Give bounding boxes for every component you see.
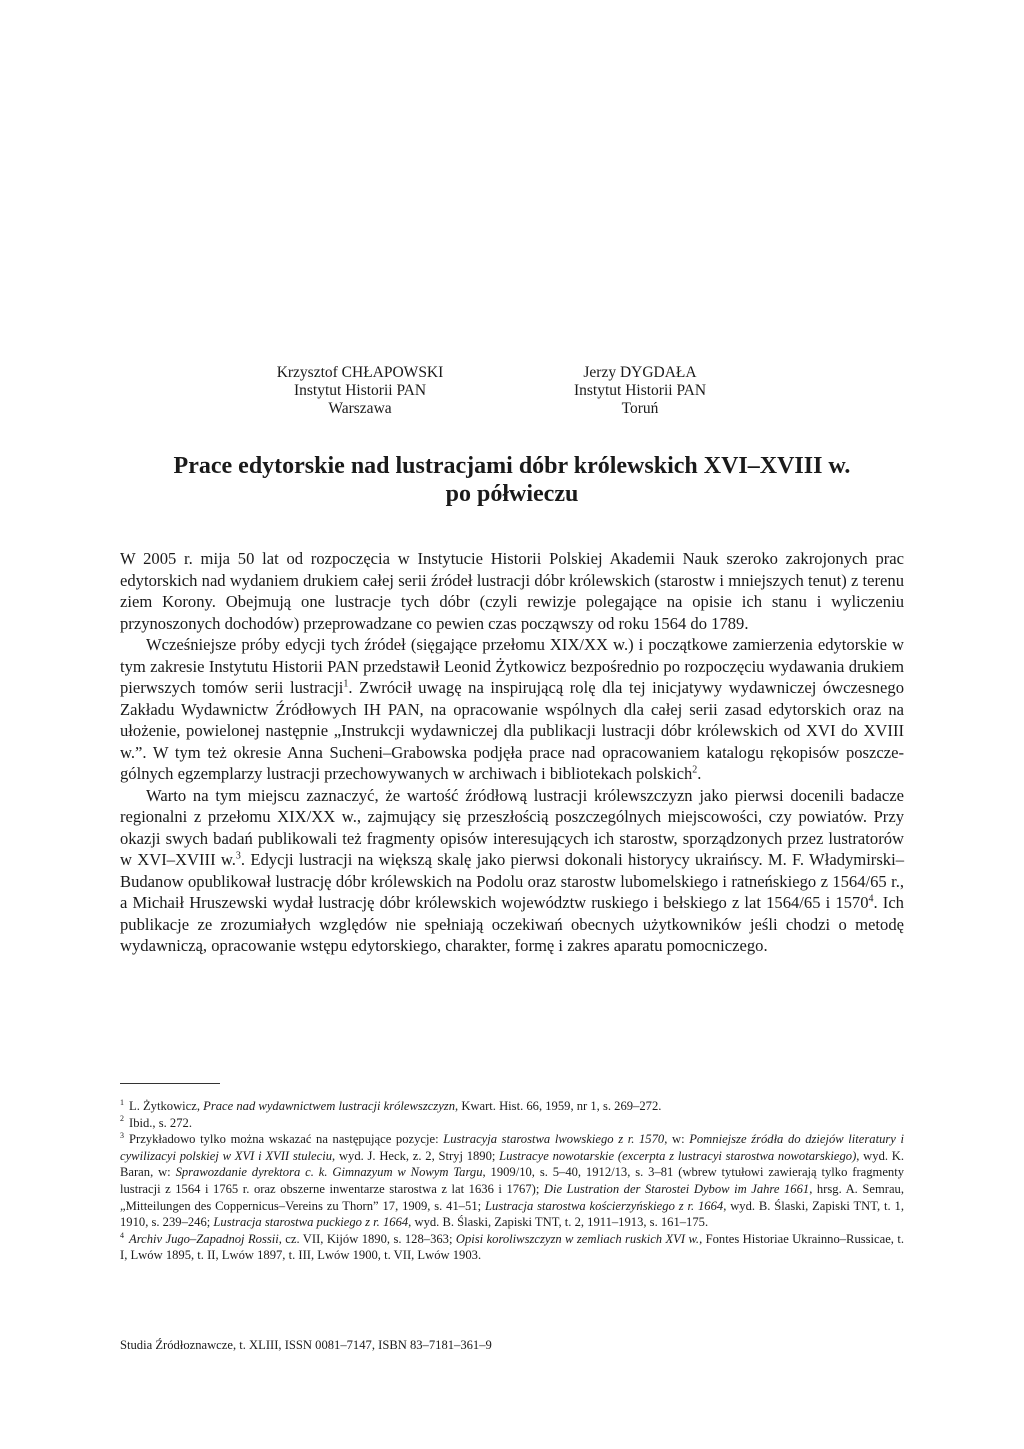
footnote-italic: Pomniejsze źródła do dziejów literatury i cywilizacyi polskiej w XVI i XVII stuleciu [120, 1132, 904, 1163]
footnote-2 [120, 1115, 904, 1132]
paragraph-2-text-a: Wcześniejsze próby edycji tych źródeł (sięgające przełomu XIX/XX w.) i początkowe zamierzenia edytorskie w tym zakresie Instytutu Historii PAN przedstawił Leonid Żytkowicz bezpośrednio po rozpoczęciu wydawania drukiem pierwszych tomów serii lustracji [120, 635, 904, 697]
footnote-number: 1 [120, 1097, 124, 1107]
paragraph-3-text-a: Warto na tym miejscu zaznaczyć, że wartość źródłową lustracji królewszczyzn jako pierwsi docenili badacze regionalni z przełomu XIX/XX w., zajmujący się przeszłością poszczególnych miejscowości, czy powiatów. Przy okazji swych badań publikowali też fragmenty opisów interesujących ich starostw, sporządzonych przez lustratorów w XVI–XVIII w. [120, 785, 904, 869]
footnote-italic: Sprawozdanie dyrektora c. k. Gimnazyum w Nowym Targu [175, 1165, 483, 1180]
author-city: Warszawa [328, 400, 392, 417]
footnote-divider [120, 1083, 220, 1084]
author-name: Jerzy DYGDAŁA [583, 364, 697, 381]
author-institution: Instytut Historii PAN [293, 382, 427, 399]
footnote-ref-2[interactable]: 2 [692, 764, 698, 776]
footnote-text: , hrsg. A. Semrau, „Mitteilungen des Coppernicus–Vereins zu Thorn” 17, 1909, s. 41–51; [120, 1181, 904, 1213]
author-name: Krzysztof CHŁAPOWSKI [276, 364, 444, 381]
footnote-text: , wyd. B. Ślaski, Zapiski TNT, t. 2, 1911–1913, s. 161–175. [408, 1215, 709, 1230]
footnote-ref-1[interactable]: 1 [343, 678, 349, 690]
footnote-italic: Archiv Jugo–Zapadnoj Rossii [129, 1231, 279, 1246]
paragraph-2-text-c: . [697, 764, 702, 783]
footnote-text: Ibid., s. 272. [129, 1115, 192, 1130]
paragraph-2 [120, 634, 904, 785]
paragraph-3-text-b: . Edycji lustracji na większą skalę jako pierwsi dokonali historycy ukraińscy. M. F. Władymirski–Budanow opublikował lustrację dóbr królewskich na Podolu oraz starostw lubomelskiego i ratneńskiego z 1564/65 r., a Michaił Hruszewski wydał lustrację dóbr królewskich województw ruskiego i bełskiego z lat 1564/65 i 1570 [120, 850, 904, 912]
footnote-italic: Lustracja starostwa puckiego z r. 1664 [213, 1215, 409, 1230]
footnote-number: 2 [120, 1114, 124, 1124]
footnote-text: Przykładowo tylko można wskazać na następujące pozycje: [129, 1132, 444, 1147]
authors-block [230, 364, 770, 418]
footnote-ref-3[interactable]: 3 [235, 850, 241, 862]
footnote-4 [120, 1231, 904, 1264]
footnote-italic: Lustracye nowotarskie (excerpta z lustracyi starostwa nowotarskiego) [499, 1148, 857, 1163]
author-city: Toruń [621, 400, 659, 417]
footnote-3 [120, 1131, 904, 1231]
footnote-text: L. Żytkowicz, [129, 1099, 204, 1113]
footnote-text: , wyd. B. Ślaski, Zapiski TNT, t. 1, 1910, s. 239–246; [120, 1198, 904, 1230]
footnotes [120, 1098, 904, 1264]
footnote-number: 4 [120, 1230, 124, 1240]
footnote-italic: Die Lustration der Starostei Dybow im Jahre 1661 [543, 1181, 810, 1196]
paragraph-2-text-b: . Zwrócił uwagę na inspirującą rolę dla tej inicjatywy wydawniczej ówczesnego Zakładu Wydawnictw Źródłowych IH PAN, na opracowanie wspólnych dla całej serii zasad edytorskich oraz na ułożenie, powielonej następnie „Instrukcji wydawniczej dla publikacji lustracji dóbr królewskich od XVI do XVIII w.”. W tym też okresie Anna Sucheni–Grabowska podjęła prace nad opracowaniem katalogu rękopisów poszczególnych egzemplarzy lustracji przechowywanych w archiwach i bibliotekach polskich [120, 678, 904, 783]
footnote-text: Fontes Historiae Ukrainno–Russicae, t. I, Lwów 1895, t. II, Lwów 1897, t. III, Lwów 1900, t. VII, Lwów 1903. [120, 1231, 904, 1263]
footnote-text: , w: [664, 1132, 690, 1147]
author-institution: Instytut Historii PAN [573, 382, 707, 399]
footnote-number: 3 [120, 1131, 124, 1140]
title-line-1: Prace edytorskie nad lustracjami dóbr królewskich XVI–XVIII w. [173, 453, 851, 479]
footnote-ref-4[interactable]: 4 [868, 893, 874, 905]
paragraph-1: W 2005 r. mija 50 lat od rozpoczęcia w Instytucie Historii Polskiej Akademii Nauk szeroko zakrojonych prac edytorskich nad wydaniem drukiem całej serii źródeł lustracji dóbr królewskich (starostw i mniejszych tenut) z terenu ziem Korony. Obejmują one lustracje tych dóbr (czyli rewizje polegające na opisie ich stanu i wyliczeniu przynoszonych dochodów) przeprowadzane co pewien czas począwszy od roku 1564 do 1789. [120, 549, 904, 633]
author-2 [510, 364, 770, 418]
footnote-italic: Opisi koroliwszczyzn w zemliach ruskich XVI w., [455, 1231, 703, 1246]
author-1 [230, 364, 490, 418]
footnote-text: , Kwart. Hist. 66, 1959, nr 1, s. 269–272. [455, 1099, 662, 1113]
paragraph-3-text-c: . Ich publikacje ze zrozumiałych względów nie spełniają oczekiwań obecnych użytkowników jeśli chodzi o metodę wydawniczą, opracowanie wstępu edytorskiego, charakter, formę i zakres aparatu pomocniczego. [120, 893, 904, 955]
article-title [120, 452, 904, 508]
journal-footer: Studia Źródłoznawcze, t. XLIII, ISSN 0081–7147, ISBN 83–7181–361–9 [120, 1338, 492, 1352]
footnote-text: , wyd. J. Heck, z. 2, Stryj 1890; [332, 1148, 500, 1163]
paragraph-3 [120, 785, 904, 957]
footnote-text: , 1909/10, s. 5–40, 1912/13, s. 3–81 (wbrew tytułowi zawierają tylko fragmenty lustracji z 1564 i 1765 r. oraz obszerne inwentarze starostwa z lat 1636 i 1767); [120, 1165, 904, 1196]
footnote-italic: Prace nad wydawnictwem lustracji królewszczyzn [203, 1099, 456, 1113]
title-line-2: po półwieczu [445, 481, 579, 507]
footnote-italic: Lustracyja starostwa lwowskiego z r. 1570 [443, 1132, 665, 1147]
footnote-text: , wyd. K. Baran, w: [120, 1148, 905, 1180]
article-body [120, 548, 904, 957]
footnote-text: , cz. VII, Kijów 1890, s. 128–363; [278, 1231, 456, 1246]
footnote-1 [120, 1098, 904, 1115]
footnote-italic: Lustracja starostwa kościerzyńskiego z r. 1664 [485, 1198, 724, 1213]
